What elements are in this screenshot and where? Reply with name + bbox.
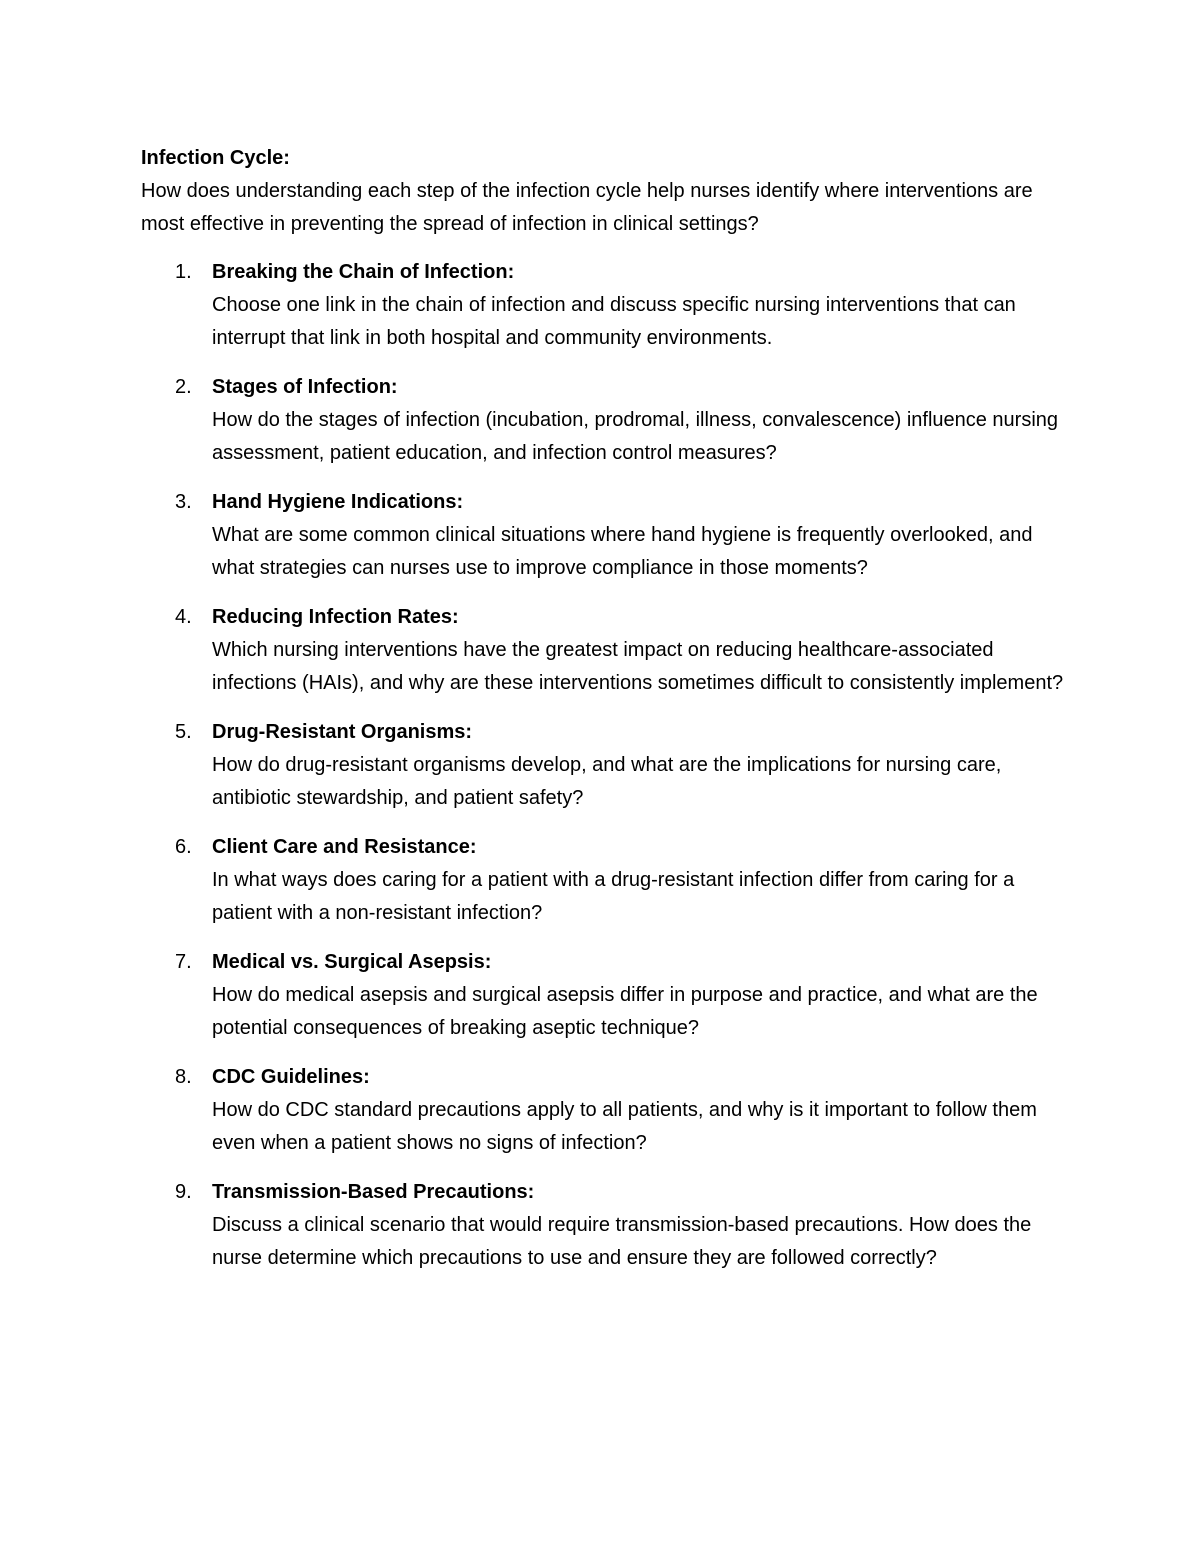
question-item [141, 1176, 1071, 1275]
document-heading: Infection Cycle: [141, 147, 290, 169]
question-number: 2. [175, 376, 192, 398]
question-text: Discuss a clinical scenario that would require transmission-based precautions. How does the nurse determine which precautions to use and ensure they are followed correctly? [212, 1214, 1032, 1269]
question-text: What are some common clinical situations where hand hygiene is frequently overlooked, and what strategies can nurses use to improve compliance in those moments? [212, 524, 1033, 579]
question-text: Choose one link in the chain of infection and discuss specific nursing interventions that can interrupt that link in both hospital and community environments. [212, 294, 1016, 349]
question-number: 5. [175, 721, 192, 743]
question-title: Medical vs. Surgical Asepsis: [212, 951, 492, 973]
question-title: Stages of Infection: [212, 376, 398, 398]
question-item [141, 716, 1071, 815]
question-title: Client Care and Resistance: [212, 836, 477, 858]
question-text: How do the stages of infection (incubation, prodromal, illness, convalescence) influence nursing assessment, patient education, and infection control measures? [212, 409, 1059, 464]
question-text: Which nursing interventions have the greatest impact on reducing healthcare-associated infections (HAIs), and why are these interventions sometimes difficult to consistently implement? [212, 639, 1064, 694]
intro-paragraph: How does understanding each step of the infection cycle help nurses identify where interventions are most effective in preventing the spread of infection in clinical settings? [141, 180, 1033, 235]
question-item [141, 371, 1071, 470]
question-title: Drug-Resistant Organisms: [212, 721, 473, 743]
question-title: Hand Hygiene Indications: [212, 491, 464, 513]
question-text: How do medical asepsis and surgical asepsis differ in purpose and practice, and what are the potential consequences of breaking aseptic technique? [212, 984, 1038, 1039]
question-number: 9. [175, 1181, 192, 1203]
question-item [141, 256, 1071, 355]
question-number: 1. [175, 261, 192, 283]
document-content [141, 142, 1071, 1291]
question-title: CDC Guidelines: [212, 1066, 370, 1088]
question-item [141, 1061, 1071, 1160]
question-item [141, 601, 1071, 700]
question-text: In what ways does caring for a patient with a drug-resistant infection differ from caring for a patient with a non-resistant infection? [212, 869, 1015, 924]
question-number: 8. [175, 1066, 192, 1088]
question-title: Breaking the Chain of Infection: [212, 261, 515, 283]
question-number: 3. [175, 491, 192, 513]
question-number: 7. [175, 951, 192, 973]
question-number: 6. [175, 836, 192, 858]
question-item [141, 831, 1071, 930]
question-item [141, 486, 1071, 585]
question-title: Transmission-Based Precautions: [212, 1181, 535, 1203]
question-text: How do CDC standard precautions apply to all patients, and why is it important to follow them even when a patient shows no signs of infection? [212, 1099, 1037, 1154]
question-title: Reducing Infection Rates: [212, 606, 459, 628]
question-text: How do drug-resistant organisms develop, and what are the implications for nursing care, antibiotic stewardship, and patient safety? [212, 754, 1002, 809]
question-item [141, 946, 1071, 1045]
question-number: 4. [175, 606, 192, 628]
question-list [141, 256, 1071, 1275]
